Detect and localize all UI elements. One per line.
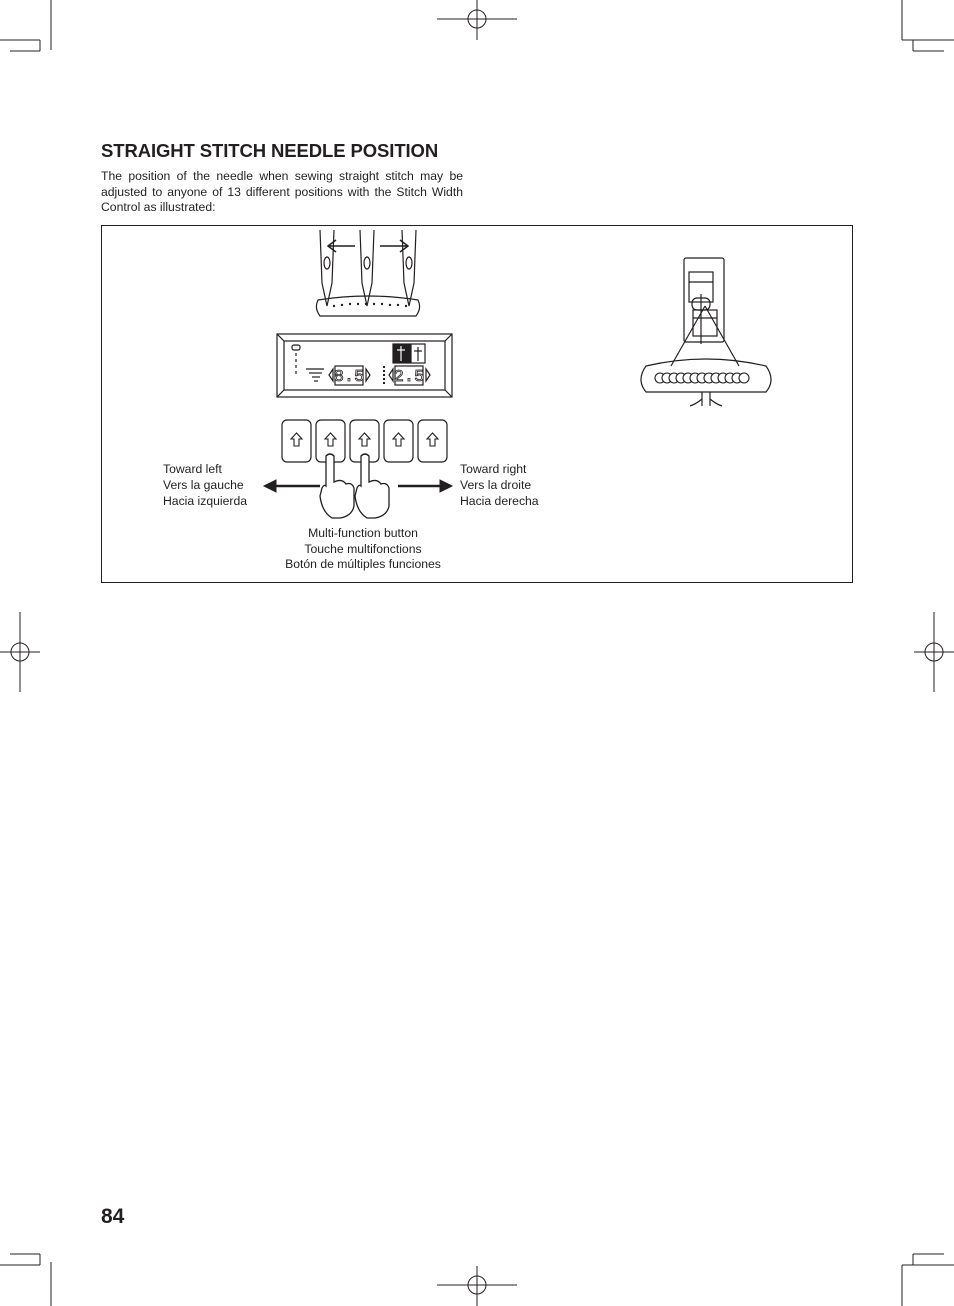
button-caption-es: Botón de múltiples funciones	[285, 557, 441, 571]
section-heading: STRAIGHT STITCH NEEDLE POSITION	[101, 140, 439, 161]
lcd-right-value: 2.5	[393, 368, 425, 387]
button-caption-en: Multi-function button	[308, 526, 418, 540]
toward-left-fr: Vers la gauche	[163, 478, 244, 492]
button-caption-fr: Touche multifonctions	[304, 541, 422, 556]
toward-right-en: Toward right	[460, 462, 527, 476]
button-caption	[263, 526, 463, 573]
toward-right-es: Hacia derecha	[460, 494, 539, 508]
needle-position-circles	[655, 373, 749, 383]
needle-icon	[300, 228, 440, 320]
toward-right-label	[460, 461, 539, 509]
toward-left-es: Hacia izquierda	[163, 494, 248, 508]
intro-paragraph: The position of the needle when sewing straight stitch may be adjusted to anyone of 13 different positions with the Stitch Width Control as illustrated:	[101, 169, 463, 214]
toward-left-label	[163, 461, 247, 509]
hand-pointer-icon	[262, 452, 458, 522]
presser-foot-icon	[636, 254, 776, 412]
toward-left-en: Toward left	[163, 462, 222, 476]
lcd-display	[276, 333, 454, 399]
toward-right-fr: Vers la droite	[460, 478, 532, 492]
page-number: 84	[101, 1205, 125, 1228]
lcd-left-value: 8.5	[333, 368, 365, 387]
